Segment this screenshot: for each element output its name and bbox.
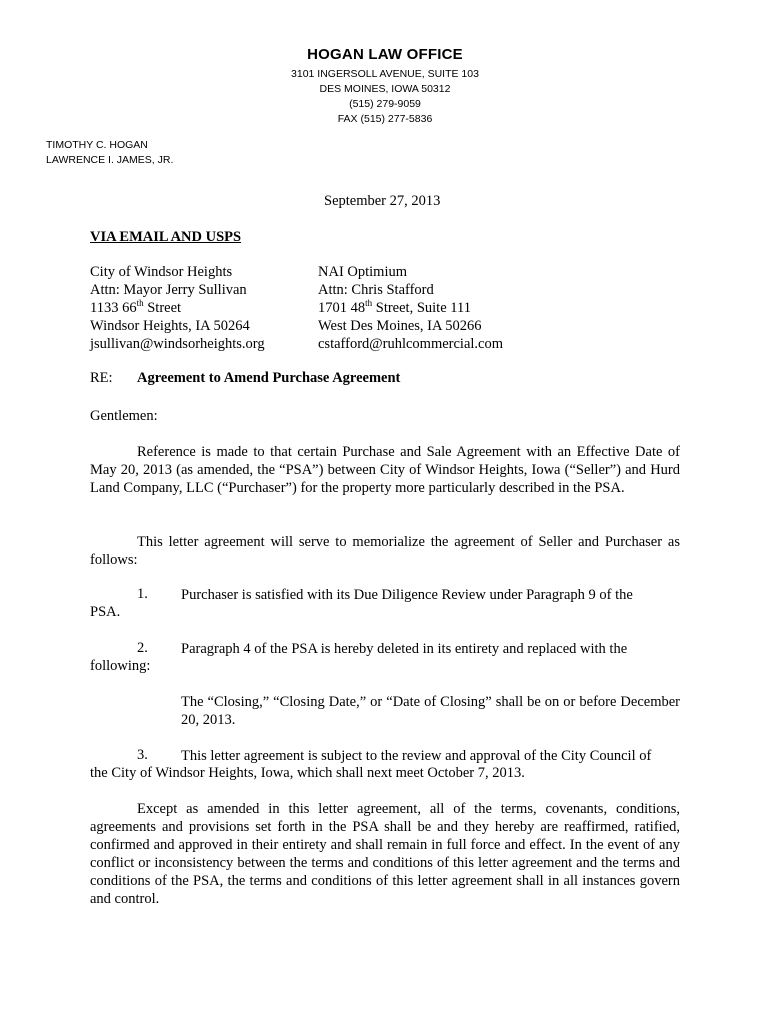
recipient-city: West Des Moines, IA 50266 bbox=[318, 318, 482, 334]
letter-date: September 27, 2013 bbox=[324, 193, 441, 209]
body-paragraph: Except as amended in this letter agreement, all of the terms, covenants, conditions, agreements and provisions set forth in the PSA shall be and they hereby are reaffirmed, ratified, confirmed and approved in their entirety and shall remain in full force and effect. In the event of any conflict or inconsistency between the terms and conditions of this letter agreement and the terms and conditions of the PSA, the terms and conditions of this letter agreement shall in all instances govern and control. bbox=[90, 801, 680, 907]
body-paragraph: Reference is made to that certain Purchase and Sale Agreement with an Effective Date of May 20, 2013 (as amended, the “PSA”) between City of Windsor Heights, Iowa (“Seller”) and Hurd Land Company, LLC (“Purchaser”) for the property more particularly described in the PSA. bbox=[90, 444, 680, 496]
re-label: RE: bbox=[90, 370, 113, 386]
item-number: 2. bbox=[137, 640, 148, 656]
item-number: 3. bbox=[137, 747, 148, 763]
salutation: Gentlemen: bbox=[90, 408, 158, 424]
recipient-city: Windsor Heights, IA 50264 bbox=[90, 318, 250, 334]
recipient-block-nai bbox=[318, 263, 503, 353]
body-paragraph: This letter agreement will serve to memorialize the agreement of Seller and Purchaser as follows: bbox=[90, 534, 680, 568]
firm-fax: FAX (515) 277-5836 bbox=[337, 113, 433, 125]
recipient-org: City of Windsor Heights bbox=[90, 264, 233, 280]
partner-name: TIMOTHY C. HOGAN bbox=[46, 139, 148, 151]
firm-phone: (515) 279-9059 bbox=[349, 98, 421, 110]
item-first-line: Paragraph 4 of the PSA is hereby deleted in its entirety and replaced with the bbox=[181, 641, 628, 657]
item-continuation: PSA. bbox=[90, 604, 121, 620]
recipient-block-city bbox=[90, 263, 265, 353]
item-number: 1. bbox=[137, 586, 148, 602]
delivery-method: VIA EMAIL AND USPS bbox=[90, 229, 242, 245]
recipient-attn: Attn: Mayor Jerry Sullivan bbox=[90, 282, 247, 298]
item-first-line: Purchaser is satisfied with its Due Diligence Review under Paragraph 9 of the bbox=[181, 587, 633, 603]
recipient-street: 1701 48th Street, Suite 111 bbox=[318, 298, 471, 316]
item-first-line: This letter agreement is subject to the review and approval of the City Council of bbox=[181, 748, 652, 764]
recipient-street: 1133 66th Street bbox=[90, 298, 182, 316]
partner-name: LAWRENCE I. JAMES, JR. bbox=[46, 154, 174, 166]
item-continuation: the City of Windsor Heights, Iowa, which shall next meet October 7, 2013. bbox=[90, 765, 525, 781]
recipient-email: cstafford@ruhlcommercial.com bbox=[318, 336, 504, 352]
firm-address-line1: 3101 INGERSOLL AVENUE, SUITE 103 bbox=[291, 68, 479, 80]
re-subject: Agreement to Amend Purchase Agreement bbox=[137, 370, 401, 386]
item-continuation: following: bbox=[90, 658, 151, 674]
recipient-org: NAI Optimium bbox=[318, 264, 408, 280]
replacement-clause: The “Closing,” “Closing Date,” or “Date of Closing” shall be on or before December 20, 2013. bbox=[181, 694, 680, 728]
recipient-attn: Attn: Chris Stafford bbox=[318, 282, 434, 298]
firm-name: HOGAN LAW OFFICE bbox=[307, 46, 463, 63]
recipient-email: jsullivan@windsorheights.org bbox=[90, 336, 265, 352]
firm-address-line2: DES MOINES, IOWA 50312 bbox=[319, 83, 451, 95]
